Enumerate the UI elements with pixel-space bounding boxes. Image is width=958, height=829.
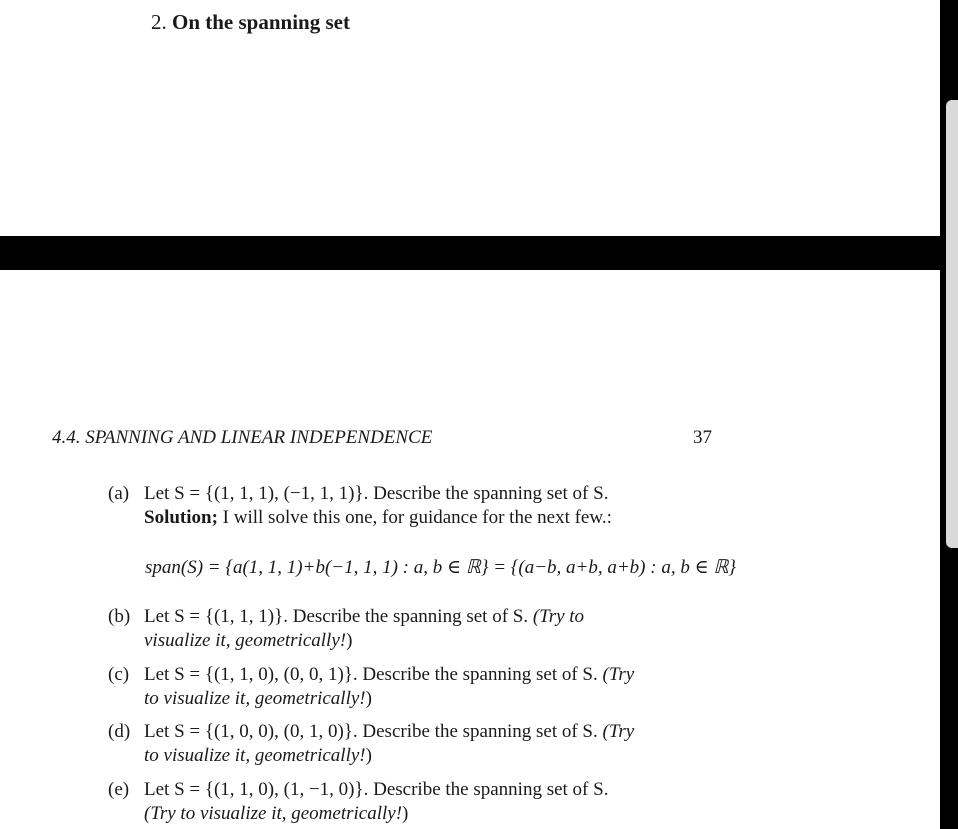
exercise-d-prompt: Let S = {(1, 0, 0), (0, 1, 0)}. Describe the spanning set of S. xyxy=(144,721,603,742)
exercise-c-line1 xyxy=(108,663,718,687)
exercise-d-line2 xyxy=(108,744,718,768)
exercise-c-prompt: Let S = {(1, 1, 0), (0, 0, 1)}. Describe the spanning set of S. xyxy=(144,664,603,685)
exercise-d-label: (d) xyxy=(108,721,131,742)
section-number: 2. xyxy=(151,10,167,34)
solution-label: Solution; xyxy=(144,507,218,528)
section-heading xyxy=(151,10,350,35)
page-separator xyxy=(0,236,940,270)
running-head xyxy=(52,427,712,449)
exercise-a-line1 xyxy=(108,482,718,506)
exercise-e-prompt: Let S = {(1, 1, 0), (1, −1, 0)}. Describe the spanning set of S. xyxy=(144,779,609,800)
exercise-b-hint: visualize it, geometrically! xyxy=(144,630,347,651)
exercise-e-line1 xyxy=(108,778,718,802)
exercise-b-line1 xyxy=(108,605,718,629)
exercise-a-solution xyxy=(108,506,718,530)
exercise-b-hint-start: (Try to xyxy=(532,606,585,627)
exercise-c-line2 xyxy=(108,687,718,711)
span-equation: span(S) = {a(1, 1, 1)+b(−1, 1, 1) : a, b ∈ ℝ} = {(a−b, a+b, a+b) : a, b ∈ ℝ} xyxy=(145,557,737,578)
exercise-c-hint-start: (Try xyxy=(602,664,635,685)
exercise-c-label: (c) xyxy=(108,664,130,685)
exercise-a-label: (a) xyxy=(108,483,130,504)
exercise-b-label: (b) xyxy=(108,606,131,627)
exercise-a-prompt: Let S = {(1, 1, 1), (−1, 1, 1)}. Describe the spanning set of S. xyxy=(144,483,609,504)
exercise-c-close: ) xyxy=(365,688,372,709)
exercise-d-close: ) xyxy=(365,745,372,766)
exercise-e-label: (e) xyxy=(108,779,130,800)
exercise-a xyxy=(108,482,718,530)
exercise-d-hint-start: (Try xyxy=(602,721,635,742)
exercise-b-line2 xyxy=(108,629,718,653)
exercise-e-line2 xyxy=(108,802,718,826)
exercise-e xyxy=(108,778,718,826)
exercise-b-close: ) xyxy=(346,630,353,651)
exercise-c-hint: to visualize it, geometrically! xyxy=(144,688,366,709)
exercise-c xyxy=(108,663,718,711)
exercise-e-close: ) xyxy=(402,803,409,824)
page-number: 37 xyxy=(693,427,712,448)
section-title: On the spanning set xyxy=(172,10,350,34)
top-page xyxy=(0,0,940,236)
running-head-title: 4.4. SPANNING AND LINEAR INDEPENDENCE xyxy=(52,427,433,448)
exercise-e-hint: (Try to visualize it, geometrically! xyxy=(144,803,403,824)
exercise-d-hint: to visualize it, geometrically! xyxy=(144,745,366,766)
exercise-b-prompt: Let S = {(1, 1, 1)}. Describe the spanning set of S. xyxy=(144,606,533,627)
exercise-d-line1 xyxy=(108,720,718,744)
exercise-b xyxy=(108,605,718,653)
scrollbar-thumb[interactable] xyxy=(946,100,958,548)
solution-text: I will solve this one, for guidance for the next few.: xyxy=(217,507,612,528)
exercise-d xyxy=(108,720,718,768)
